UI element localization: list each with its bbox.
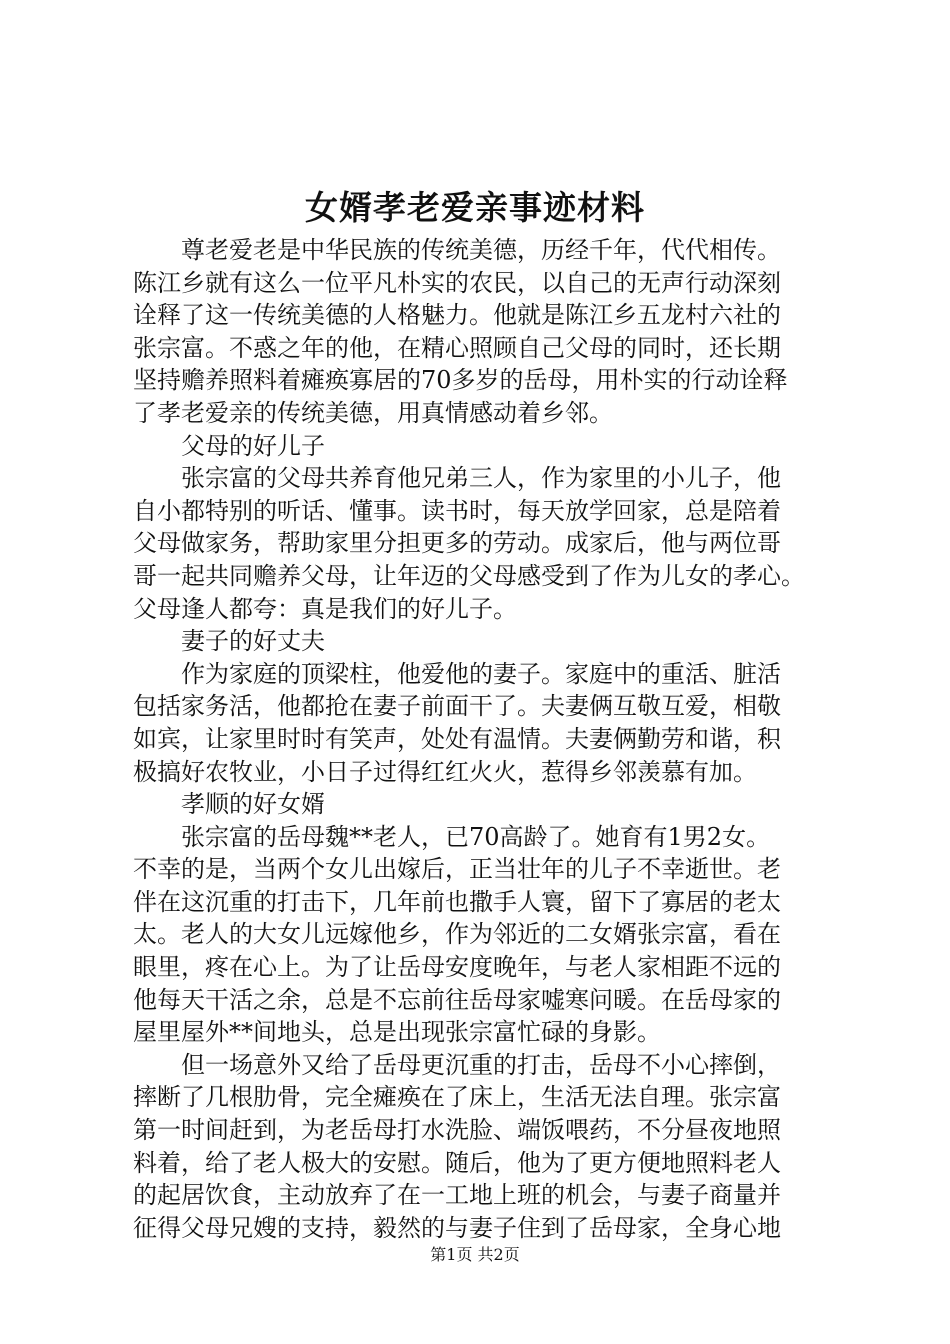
text-line: 诠释了这一传统美德的人格魅力。他就是陈江乡五龙村六社的	[133, 301, 781, 330]
text-line: 了孝老爱亲的传统美德，用真情感动着乡邻。	[133, 398, 613, 427]
text-line: 陈江乡就有这么一位平凡朴实的农民，以自己的无声行动深刻	[133, 268, 781, 297]
text-line: 料着，给了老人极大的安慰。随后，他为了更方便地照料老人	[133, 1148, 781, 1177]
text-line: 极搞好农牧业，小日子过得红红火火，惹得乡邻羡慕有加。	[133, 757, 757, 786]
text-line: 妻子的好丈夫	[181, 627, 325, 656]
document-title: 女婿孝老爱亲事迹材料	[305, 188, 645, 227]
page-footer: 第1页 共2页	[430, 1245, 520, 1264]
text-line: 征得父母兄嫂的支持，毅然的与妻子住到了岳母家，全身心地	[133, 1213, 781, 1242]
text-line: 但一场意外又给了岳母更沉重的打击，岳母不小心摔倒，	[181, 1050, 781, 1079]
text-line: 作为家庭的顶梁柱，他爱他的妻子。家庭中的重活、脏活	[181, 659, 781, 688]
text-line: 摔断了几根肋骨，完全瘫痪在了床上，生活无法自理。张宗富	[133, 1083, 781, 1112]
text-line: 张宗富。不惑之年的他，在精心照顾自己父母的同时，还长期	[133, 333, 781, 362]
text-line: 父母的好儿子	[181, 431, 325, 460]
text-line: 自小都特别的听话、懂事。读书时，每天放学回家，总是陪着	[133, 496, 781, 525]
text-line: 屋里屋外**间地头，总是出现张宗富忙碌的身影。	[133, 1018, 661, 1047]
text-line: 如宾，让家里时时有笑声，处处有温情。夫妻俩勤劳和谐，积	[133, 724, 781, 753]
text-line: 包括家务活，他都抢在妻子前面干了。夫妻俩互敬互爱，相敬	[133, 692, 781, 721]
text-line: 他每天干活之余，总是不忘前往岳母家嘘寒问暖。在岳母家的	[133, 985, 781, 1014]
text-line: 的起居饮食，主动放弃了在一工地上班的机会，与妻子商量并	[133, 1181, 781, 1210]
text-line: 尊老爱老是中华民族的传统美德，历经千年，代代相传。	[181, 236, 781, 264]
text-line: 伴在这沉重的打击下，几年前也撒手人寰，留下了寡居的老太	[133, 887, 781, 916]
text-line: 父母逢人都夸：真是我们的好儿子。	[133, 594, 517, 623]
text-line: 眼里，疼在心上。为了让岳母安度晚年，与老人家相距不远的	[133, 953, 781, 982]
text-line: 坚持赡养照料着瘫痪寡居的70多岁的岳母，用朴实的行动诠释	[133, 366, 788, 395]
text-line: 父母做家务，帮助家里分担更多的劳动。成家后，他与两位哥	[133, 529, 781, 558]
text-line: 太。老人的大女儿远嫁他乡，作为邻近的二女婿张宗富，看在	[133, 920, 781, 949]
document-body	[133, 234, 833, 1244]
text-line: 张宗富的岳母魏**老人，已70高龄了。她育有1男2女。	[181, 822, 771, 851]
text-line: 孝顺的好女婿	[181, 790, 325, 819]
text-line: 哥一起共同赡养父母，让年迈的父母感受到了作为儿女的孝心。	[133, 561, 805, 590]
text-line: 不幸的是，当两个女儿出嫁后，正当壮年的儿子不幸逝世。老	[133, 855, 781, 884]
text-line: 第一时间赶到，为老岳母打水洗脸、端饭喂药，不分昼夜地照	[133, 1116, 781, 1145]
text-line: 张宗富的父母共养育他兄弟三人，作为家里的小儿子，他	[181, 464, 781, 493]
